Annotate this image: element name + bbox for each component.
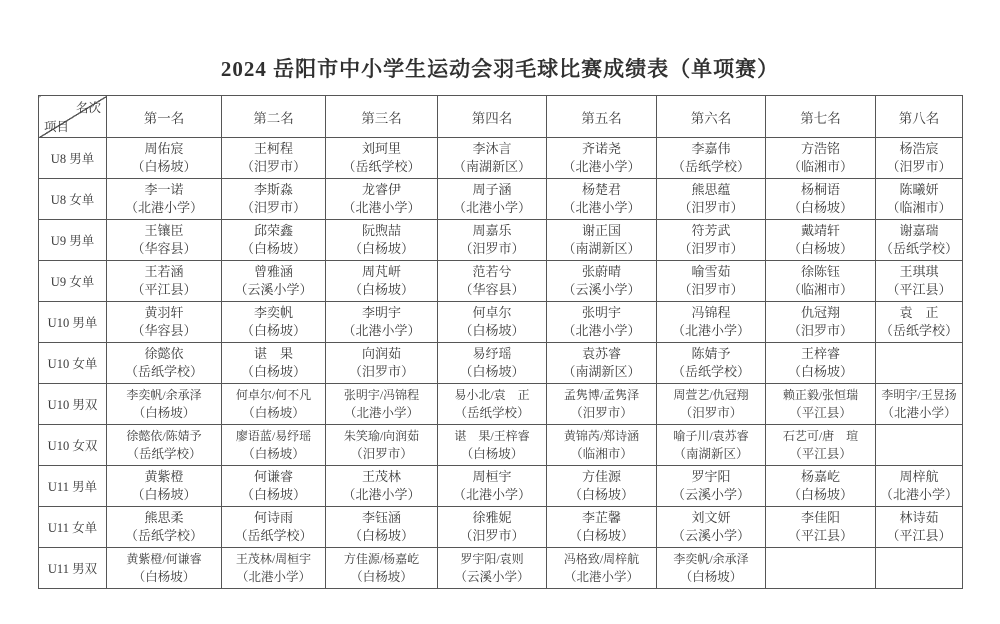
athlete-school: （白杨坡） (132, 570, 196, 584)
athlete-school: （汨罗市） (787, 323, 853, 338)
athlete-school: （白杨坡） (131, 487, 197, 502)
athlete-school: （汨罗市） (459, 528, 525, 543)
table-row (39, 548, 963, 589)
athlete-name: 王茂林 (361, 469, 401, 484)
athlete-name: 何卓尔/何不凡 (235, 388, 312, 402)
athlete-name: 周桓宇 (472, 469, 512, 484)
athlete-name: 周芃岍 (361, 264, 401, 279)
result-cell (326, 138, 438, 179)
athlete-school: （白杨坡） (787, 487, 853, 502)
athlete-name: 阮煦喆 (361, 223, 401, 238)
result-cell (222, 548, 326, 589)
athlete-school: （白杨坡） (568, 487, 634, 502)
athlete-school: （岳纸学校） (124, 364, 203, 379)
athlete-school: （云溪小学） (234, 282, 313, 297)
result-cell (438, 220, 547, 261)
header-row (39, 96, 963, 138)
athlete-name: 陈婧予 (691, 346, 731, 361)
result-cell (326, 466, 438, 507)
athlete-school: （白杨坡） (348, 528, 414, 543)
result-cell (657, 179, 766, 220)
table-row (39, 179, 963, 220)
table-row (39, 343, 963, 384)
athlete-name: 易纾瑶 (472, 346, 512, 361)
event-label: U10 男双 (39, 384, 107, 425)
event-label: U11 女单 (39, 507, 107, 548)
result-cell (876, 548, 963, 589)
athlete-school: （北港小学） (562, 323, 641, 338)
result-cell (222, 220, 326, 261)
athlete-school: （南湖新区） (562, 241, 641, 256)
result-cell (438, 425, 547, 466)
athlete-name: 李钰涵 (361, 510, 401, 525)
result-cell (657, 384, 766, 425)
athlete-school: （北港小学） (452, 200, 531, 215)
result-cell (222, 384, 326, 425)
table-row (39, 302, 963, 343)
athlete-name: 李沐言 (472, 141, 512, 156)
result-cell (326, 548, 438, 589)
athlete-name: 喻雪茹 (691, 264, 731, 279)
athlete-school: （白杨坡） (787, 200, 853, 215)
result-cell (438, 507, 547, 548)
athlete-name: 仇冠翔 (800, 305, 840, 320)
rank-header: 第八名 (876, 96, 963, 138)
athlete-name: 何诗雨 (253, 510, 293, 525)
table-row (39, 466, 963, 507)
result-cell (222, 261, 326, 302)
rank-header: 第三名 (326, 96, 438, 138)
athlete-school: （平江县） (787, 528, 853, 543)
athlete-school: （白杨坡） (568, 528, 634, 543)
event-label: U10 女单 (39, 343, 107, 384)
athlete-school: （临湘市） (886, 200, 952, 215)
athlete-name: 李佳阳 (800, 510, 840, 525)
athlete-name: 刘珂里 (361, 141, 401, 156)
result-cell (438, 302, 547, 343)
athlete-name: 李奕帆/余承泽 (126, 388, 202, 402)
rank-header: 第七名 (766, 96, 876, 138)
event-label: U9 女单 (39, 261, 107, 302)
athlete-school: （汨罗市） (678, 241, 744, 256)
athlete-name: 冯锦程 (691, 305, 731, 320)
athlete-name: 朱笑瑜/向润茹 (343, 429, 420, 443)
table-row (39, 261, 963, 302)
athlete-school: （云溪小学） (562, 282, 641, 297)
athlete-name: 范若兮 (472, 264, 512, 279)
athlete-name: 周嘉乐 (472, 223, 512, 238)
result-cell (766, 261, 876, 302)
athlete-name: 张蔚晴 (581, 264, 621, 279)
table-row (39, 507, 963, 548)
table-row (39, 425, 963, 466)
athlete-school: （云溪小学） (454, 570, 530, 584)
result-cell (766, 384, 876, 425)
result-cell (766, 343, 876, 384)
athlete-school: （北港小学） (342, 487, 421, 502)
athlete-name: 张明宇/冯锦程 (343, 388, 420, 402)
result-cell (326, 220, 438, 261)
athlete-school: （岳纸学校） (671, 364, 750, 379)
athlete-name: 喻子川/袁苏睿 (673, 429, 749, 443)
athlete-school: （岳纸学校） (342, 159, 421, 174)
athlete-school: （北港小学） (879, 487, 958, 502)
athlete-school: （北港小学） (342, 323, 421, 338)
athlete-school: （汨罗市） (570, 406, 633, 420)
result-cell (657, 466, 766, 507)
event-label: U11 男单 (39, 466, 107, 507)
athlete-name: 周萱艺/仇冠翔 (673, 388, 749, 402)
athlete-school: （临湘市） (787, 282, 853, 297)
athlete-name: 杨嘉屹 (800, 469, 840, 484)
athlete-name: 杨浩宸 (899, 141, 939, 156)
result-cell (657, 138, 766, 179)
result-cell (766, 220, 876, 261)
athlete-school: （南湖新区） (673, 447, 749, 461)
result-cell (107, 220, 222, 261)
result-cell (876, 220, 963, 261)
event-label: U9 男单 (39, 220, 107, 261)
athlete-school: （岳纸学校） (126, 447, 202, 461)
athlete-name: 徐雅妮 (472, 510, 512, 525)
athlete-name: 齐诺尧 (581, 141, 621, 156)
result-cell (107, 302, 222, 343)
athlete-name: 林诗茹 (899, 510, 939, 525)
athlete-name: 赖正毅/张恒瑞 (782, 388, 859, 402)
athlete-name: 熊思蕴 (691, 182, 731, 197)
athlete-name: 李奕帆/余承泽 (673, 552, 749, 566)
result-cell (657, 220, 766, 261)
result-cell (876, 138, 963, 179)
athlete-school: （白杨坡） (348, 282, 414, 297)
event-label: U8 女单 (39, 179, 107, 220)
athlete-name: 周佑宸 (144, 141, 184, 156)
rank-header: 第五名 (547, 96, 657, 138)
athlete-school: （北港小学） (235, 570, 311, 584)
athlete-name: 曾雅涵 (253, 264, 293, 279)
athlete-name: 邱荣鑫 (253, 223, 293, 238)
athlete-name: 王茂林/周桓宇 (235, 552, 312, 566)
result-cell (222, 343, 326, 384)
result-cell (107, 179, 222, 220)
athlete-school: （白杨坡） (787, 241, 853, 256)
athlete-school: （平江县） (886, 528, 952, 543)
table-row (39, 384, 963, 425)
athlete-school: （汨罗市） (240, 159, 306, 174)
corner-event-label: 项目 (44, 120, 70, 134)
athlete-name: 王若涵 (144, 264, 184, 279)
athlete-school: （汨罗市） (679, 406, 743, 420)
result-cell (326, 302, 438, 343)
athlete-school: （岳纸学校） (234, 528, 313, 543)
athlete-name: 李奕帆 (253, 305, 293, 320)
result-cell (876, 343, 963, 384)
athlete-name: 王柯程 (253, 141, 293, 156)
athlete-name: 戴靖轩 (800, 223, 840, 238)
result-cell (547, 384, 657, 425)
result-cell (326, 179, 438, 220)
athlete-name: 周梓航 (899, 469, 939, 484)
result-cell (107, 343, 222, 384)
athlete-name: 方浩铭 (800, 141, 840, 156)
athlete-school: （北港小学） (342, 200, 421, 215)
athlete-name: 李明宇/王昱扬 (881, 388, 957, 402)
athlete-name: 孟隽博/孟隽泽 (563, 388, 640, 402)
athlete-name: 徐懿依/陈婧予 (126, 429, 202, 443)
athlete-name: 杨楚君 (581, 182, 621, 197)
result-cell (657, 548, 766, 589)
athlete-name: 廖语蓝/易纾瑶 (235, 429, 312, 443)
corner-rank-label: 名次 (75, 101, 101, 115)
athlete-name: 李一诺 (144, 182, 184, 197)
result-cell (547, 138, 657, 179)
result-cell (547, 343, 657, 384)
athlete-school: （白杨坡） (242, 406, 305, 420)
rank-header: 第四名 (438, 96, 547, 138)
athlete-school: （白杨坡） (348, 241, 414, 256)
athlete-school: （北港小学） (343, 406, 419, 420)
athlete-name: 易小北/袁 正 (454, 388, 530, 402)
athlete-school: （岳纸学校） (879, 323, 958, 338)
athlete-name: 王琪琪 (899, 264, 939, 279)
athlete-school: （岳纸学校） (879, 241, 958, 256)
result-cell (766, 507, 876, 548)
result-cell (326, 261, 438, 302)
athlete-name: 谢嘉瑞 (899, 223, 939, 238)
athlete-school: （白杨坡） (350, 570, 413, 584)
result-cell (876, 179, 963, 220)
result-cell (107, 548, 222, 589)
results-table (38, 95, 963, 589)
event-label: U11 男双 (39, 548, 107, 589)
result-cell (438, 138, 547, 179)
result-cell (107, 507, 222, 548)
athlete-name: 符芳武 (691, 223, 731, 238)
athlete-name: 黄紫橙/何谦睿 (126, 552, 202, 566)
result-cell (107, 138, 222, 179)
athlete-name: 王镶臣 (144, 223, 184, 238)
result-cell (876, 425, 963, 466)
athlete-school: （白杨坡） (679, 570, 743, 584)
athlete-name: 黄紫橙 (144, 469, 184, 484)
result-cell (657, 343, 766, 384)
athlete-school: （临湘市） (787, 159, 853, 174)
athlete-school: （南湖新区） (452, 159, 531, 174)
athlete-school: （白杨坡） (132, 406, 196, 420)
athlete-name: 刘文妍 (691, 510, 731, 525)
athlete-name: 谢正国 (581, 223, 621, 238)
athlete-name: 周子涵 (472, 182, 512, 197)
athlete-school: （白杨坡） (460, 447, 524, 461)
result-cell (657, 261, 766, 302)
athlete-name: 张明宇 (581, 305, 621, 320)
athlete-school: （汨罗市） (459, 241, 525, 256)
rank-header: 第六名 (657, 96, 766, 138)
athlete-name: 陈曦妍 (899, 182, 939, 197)
page-title: 2024 岳阳市中小学生运动会羽毛球比赛成绩表（单项赛） (220, 57, 780, 81)
athlete-name: 谌 果/王梓睿 (454, 429, 530, 443)
athlete-school: （北港小学） (563, 570, 639, 584)
result-cell (438, 179, 547, 220)
corner-header-cell (39, 96, 107, 138)
athlete-school: （华容县） (131, 323, 197, 338)
athlete-school: （岳纸学校） (454, 406, 530, 420)
athlete-name: 石艺可/唐 瑄 (782, 429, 859, 443)
athlete-name: 罗宇阳/袁则 (460, 552, 524, 566)
table-row (39, 138, 963, 179)
athlete-school: （华容县） (131, 241, 197, 256)
result-cell (547, 507, 657, 548)
athlete-name: 冯格致/周梓航 (563, 552, 640, 566)
athlete-school: （白杨坡） (459, 364, 525, 379)
athlete-school: （北港小学） (562, 200, 641, 215)
athlete-name: 方佳源 (581, 469, 621, 484)
result-cell (222, 466, 326, 507)
result-cell (766, 466, 876, 507)
athlete-school: （临湘市） (570, 447, 633, 461)
result-cell (547, 179, 657, 220)
athlete-name: 何谦睿 (253, 469, 293, 484)
result-cell (876, 302, 963, 343)
athlete-name: 李芷馨 (581, 510, 621, 525)
athlete-school: （白杨坡） (242, 447, 305, 461)
athlete-name: 王梓睿 (800, 346, 840, 361)
athlete-name: 向润茹 (361, 346, 401, 361)
athlete-school: （白杨坡） (131, 159, 197, 174)
result-cell (657, 302, 766, 343)
result-cell (326, 384, 438, 425)
result-cell (222, 179, 326, 220)
athlete-school: （白杨坡） (240, 487, 306, 502)
athlete-name: 袁苏睿 (581, 346, 621, 361)
athlete-school: （北港小学） (452, 487, 531, 502)
result-cell (222, 138, 326, 179)
result-cell (438, 261, 547, 302)
result-cell (326, 425, 438, 466)
result-cell (547, 425, 657, 466)
result-cell (766, 302, 876, 343)
result-cell (107, 466, 222, 507)
athlete-school: （平江县） (131, 282, 197, 297)
result-cell (766, 138, 876, 179)
athlete-school: （平江县） (789, 447, 852, 461)
athlete-school: （白杨坡） (240, 323, 306, 338)
athlete-name: 李嘉伟 (691, 141, 731, 156)
athlete-school: （岳纸学校） (124, 528, 203, 543)
result-cell (438, 466, 547, 507)
athlete-name: 罗宇阳 (691, 469, 731, 484)
athlete-school: （平江县） (886, 282, 952, 297)
result-cell (438, 548, 547, 589)
athlete-school: （北港小学） (124, 200, 203, 215)
athlete-school: （岳纸学校） (671, 159, 750, 174)
athlete-school: （平江县） (789, 406, 852, 420)
result-cell (438, 343, 547, 384)
result-cell (657, 425, 766, 466)
athlete-school: （北港小学） (881, 406, 957, 420)
athlete-name: 熊思柔 (144, 510, 184, 525)
athlete-school: （汨罗市） (348, 364, 414, 379)
result-cell (547, 466, 657, 507)
athlete-school: （白杨坡） (240, 364, 306, 379)
rank-header: 第一名 (107, 96, 222, 138)
athlete-school: （白杨坡） (240, 241, 306, 256)
athlete-name: 徐懿依 (144, 346, 184, 361)
result-cell (766, 179, 876, 220)
results-body (39, 138, 963, 589)
athlete-school: （白杨坡） (787, 364, 853, 379)
athlete-school: （北港小学） (671, 323, 750, 338)
result-cell (107, 425, 222, 466)
event-label: U10 女双 (39, 425, 107, 466)
athlete-name: 龙睿伊 (361, 182, 401, 197)
athlete-school: （汨罗市） (350, 447, 413, 461)
result-cell (222, 507, 326, 548)
athlete-name: 黄羽轩 (144, 305, 184, 320)
table-row (39, 220, 963, 261)
result-cell (657, 507, 766, 548)
result-cell (222, 425, 326, 466)
athlete-school: （汨罗市） (678, 282, 744, 297)
result-cell (547, 220, 657, 261)
athlete-school: （南湖新区） (562, 364, 641, 379)
result-cell (876, 261, 963, 302)
event-label: U8 男单 (39, 138, 107, 179)
result-cell (326, 507, 438, 548)
athlete-name: 何卓尔 (472, 305, 512, 320)
athlete-school: （华容县） (459, 282, 525, 297)
result-cell (876, 466, 963, 507)
athlete-school: （汨罗市） (678, 200, 744, 215)
result-cell (766, 425, 876, 466)
result-cell (326, 343, 438, 384)
result-cell (107, 384, 222, 425)
event-label: U10 男单 (39, 302, 107, 343)
rank-header: 第二名 (222, 96, 326, 138)
result-cell (876, 507, 963, 548)
athlete-name: 李明宇 (361, 305, 401, 320)
result-cell (766, 548, 876, 589)
result-cell (438, 384, 547, 425)
athlete-school: （北港小学） (562, 159, 641, 174)
athlete-school: （汨罗市） (240, 200, 306, 215)
athlete-name: 黄锦芮/郑诗涵 (563, 429, 640, 443)
athlete-school: （云溪小学） (671, 528, 750, 543)
result-cell (547, 261, 657, 302)
athlete-name: 袁 正 (899, 305, 939, 320)
athlete-school: （白杨坡） (459, 323, 525, 338)
athlete-name: 李斯淼 (253, 182, 293, 197)
result-cell (547, 548, 657, 589)
athlete-school: （云溪小学） (671, 487, 750, 502)
athlete-name: 杨桐语 (800, 182, 840, 197)
athlete-name: 谌 果 (253, 346, 293, 361)
result-cell (876, 384, 963, 425)
result-cell (547, 302, 657, 343)
athlete-name: 徐陈钰 (800, 264, 840, 279)
result-cell (107, 261, 222, 302)
athlete-name: 方佳源/杨嘉屹 (343, 552, 420, 566)
result-cell (222, 302, 326, 343)
athlete-school: （汨罗市） (886, 159, 952, 174)
